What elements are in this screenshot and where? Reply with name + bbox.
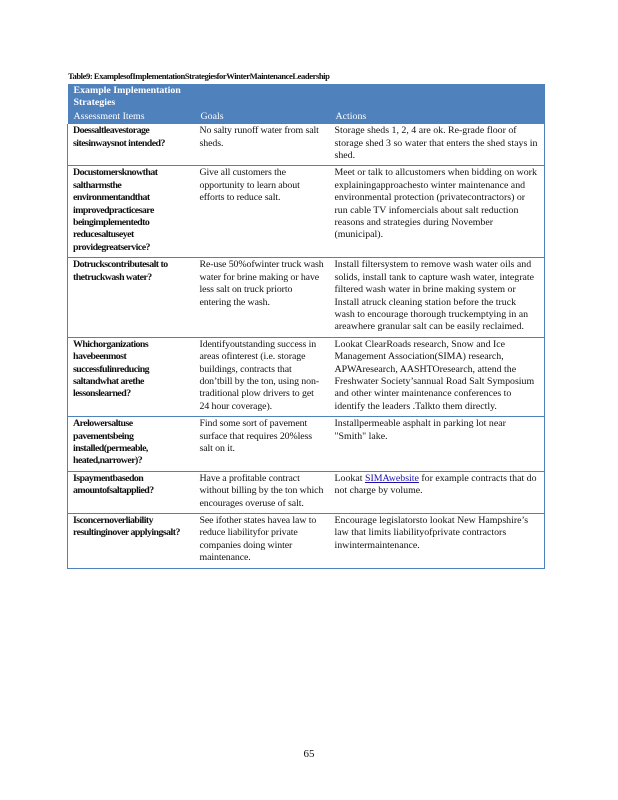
column-header-actions: Actions [330,84,545,124]
table-caption: Table9: ExamplesofImplementationStrategiesforWinterMaintenanceLeadership [68,71,330,81]
action-cell [330,471,545,513]
implementation-strategies-table [67,84,545,569]
goal-cell: See ifother states havea law to reduce liabilityfor private companies doing winter maintenance. [195,514,330,569]
sima-website-link[interactable]: SIMAwebsite [364,472,419,484]
goal-cell: Identifyoutstanding success in areas ofinterest (i.e. storage buildings, contracts that don’tbill by the ton, using non-traditional plow drivers to get 24 hour coverage). [195,337,330,416]
action-cell: Install filtersystem to remove wash water oils and solids, install tank to capture wash water, integrate filtered wash water in brine making system or Install atruck cleaning station before the truck wash to encourage thorough truckemptying in an areawhere granular salt can be easily reclaimed. [330,258,545,337]
table-header-row [68,84,545,124]
assessment-item-cell: Isconcernoverliability resultinginover applyingsalt? [68,514,195,569]
table-row [68,166,545,258]
assessment-item-cell: Doessaltleavestorage sitesinwaysnot intended? [68,124,195,166]
action-text-after-link: for example contracts that do not charge by volume. [334,472,537,497]
table-row [68,258,545,337]
column-header-assessment-items: Assessment Items [73,110,145,122]
header-lead-title: Example Implementation Strategies [73,85,181,109]
action-cell: Encourage legislatorsto lookat New Hampshire’s law that limits liabilityofprivate contractors inwintermaintenance. [330,514,545,569]
table-row [68,337,545,416]
assessment-item-cell: Whichorganizations havebeenmost successfulinreducing saltandwhat arethe lessonslearned? [68,337,195,416]
table-row [68,471,545,513]
assessment-item-cell: Ispaymentbasedon amountofsaltapplied? [68,471,195,513]
goal-cell: Give all customers the opportunity to learn about efforts to reduce salt. [195,166,330,258]
page-number: 65 [303,748,315,760]
action-cell: Installpermeable asphalt in parking lot near "Smith" lake. [330,417,545,472]
table-row [68,417,545,472]
goal-cell: Have a profitable contract without billing by the ton which encourages overuse of salt. [195,471,330,513]
column-header-goals: Goals [195,84,330,124]
goal-cell: No salty runoff water from salt sheds. [195,124,330,166]
table-row [68,124,545,166]
action-cell: Storage sheds 1, 2, 4 are ok. Re-grade floor of storage shed 3 so water that enters the shed stays in shed. [330,124,545,166]
action-cell: Lookat ClearRoads research, Snow and Ice Management Association(SIMA) research, APWAresearch, AASHTOresearch, attend the Freshwater Society’sannual Road Salt Symposium and other winter maintenance conferences to identify the leaders .Talkto them directly. [330,337,545,416]
goal-cell: Find some sort of pavement surface that requires 20%less salt on it. [195,417,330,472]
assessment-item-cell: Docustomersknowthat saltharmsthe environmentandthat improvedpracticesare beingimplementedto reducesaltuseyet providegreatservice? [68,166,195,258]
action-text-before-link: Lookat [334,472,365,484]
action-cell: Meet or talk to allcustomers when bidding on work explainingapproachesto winter maintenance and environmental protection (privatecontractors) or run cable TV infomercials about salt reduction reasons and strategies during November (municipal). [330,166,545,258]
goal-cell: Re-use 50%ofwinter truck wash water for brine making or have less salt on truck priorto entering the wash. [195,258,330,337]
table-row [68,514,545,569]
assessment-item-cell: Dotruckscontributesalt to thetruckwash water? [68,258,195,337]
header-cell-assessment [68,84,195,124]
assessment-item-cell: Arelowersaltuse pavementsbeing installed(permeable, heated,narrower)? [68,417,195,472]
